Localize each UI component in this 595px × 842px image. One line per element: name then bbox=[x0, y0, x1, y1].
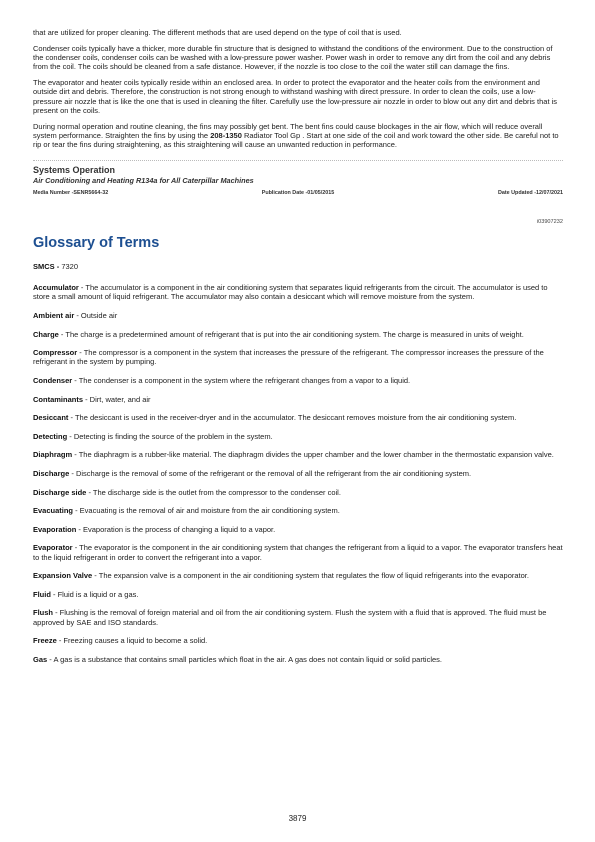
glossary-term bbox=[33, 571, 563, 580]
term-definition: - Fluid is a liquid or a gas. bbox=[50, 589, 139, 599]
term-definition: - The compressor is a component in the system that increases the pressure of the refrigerant. The compressor increases the pressure of the refrigerant in the system by pumping. bbox=[33, 348, 544, 367]
part-number: 208-1350 bbox=[210, 131, 242, 141]
document-metadata bbox=[33, 160, 563, 197]
intro-paragraph-3: The evaporator and heater coils typically reside within an enclosed area. In order to protect the evaporator and the heater coils from the environment and outside dirt and debris. Therefore, the construction is not strong enough to withstand washing with direct pressure. In order to clean the coils, use a low-pressure air nozzle that is like the one that is used in cleaning the filter. Carefully use the low-pressure air nozzle in order to blow out any dirt and debris that is present on the coils. bbox=[33, 78, 558, 116]
intro-paragraph-1: that are utilized for proper cleaning. The different methods that are used depend on the type of coil that is used. bbox=[33, 28, 402, 37]
glossary-term bbox=[33, 432, 563, 441]
glossary-term bbox=[33, 488, 563, 497]
term-definition: - The expansion valve is a component in the air conditioning system that regulates the flow of liquid refrigerants into the evaporator. bbox=[92, 571, 529, 581]
term-definition: - Outside air bbox=[74, 310, 118, 320]
term-name: Freeze bbox=[33, 636, 57, 646]
term-name: Detecting bbox=[33, 431, 68, 441]
smcs-line bbox=[33, 262, 563, 271]
page-number: 3879 bbox=[288, 814, 307, 823]
glossary-term bbox=[33, 543, 563, 562]
term-definition: - A gas is a substance that contains small particles which float in the air. A gas does not contain liquid or solid particles. bbox=[47, 654, 442, 664]
term-name: Ambient air bbox=[33, 310, 75, 320]
term-definition: - Flushing is the removal of foreign material and oil from the air conditioning system. Flush the system with a fluid that is approved. The fluid must be approved by SAE and ISO standards. bbox=[33, 608, 547, 627]
document-page bbox=[33, 28, 563, 674]
term-definition: - Discharge is the removal of some of the refrigerant or the removal of all the refrigerant from the air conditioning system. bbox=[69, 469, 472, 478]
term-definition: - Dirt, water, and air bbox=[83, 394, 151, 404]
glossary-term bbox=[33, 413, 563, 422]
smcs-label: SMCS - bbox=[33, 261, 62, 271]
smcs-value: 7320 bbox=[61, 261, 79, 271]
glossary-term bbox=[33, 283, 563, 302]
term-definition: - Detecting is finding the source of the problem in the system. bbox=[67, 431, 273, 441]
term-name: Discharge bbox=[33, 469, 70, 478]
glossary-term bbox=[33, 395, 563, 404]
term-name: Discharge side bbox=[33, 487, 87, 497]
date-updated: Date Updated -12/07/2021 bbox=[497, 189, 564, 196]
page-title: Glossary of Terms bbox=[33, 234, 160, 251]
fins-paragraph bbox=[33, 122, 563, 150]
term-name: Evaporator bbox=[33, 543, 73, 553]
glossary-term bbox=[33, 525, 563, 534]
term-definition: - The accumulator is a component in the air conditioning system that separates liquid refrigerants from the circuit. The accumulator is used to store a small amount of liquid refrigerant. The accumulator may also contain a desiccant which will remove moisture from the system. bbox=[33, 283, 548, 302]
glossary-term bbox=[33, 590, 563, 599]
term-definition: - Evaporation is the process of changing a liquid to a vapor. bbox=[76, 524, 276, 534]
term-name: Condenser bbox=[33, 376, 73, 386]
term-name: Evacuating bbox=[33, 506, 74, 516]
term-name: Flush bbox=[33, 608, 53, 618]
glossary-term bbox=[33, 348, 563, 367]
term-name: Evaporation bbox=[33, 524, 77, 534]
glossary-term bbox=[33, 469, 563, 478]
glossary-term bbox=[33, 330, 563, 339]
meta-subtitle: Air Conditioning and Heating R134a for All Caterpillar Machines bbox=[33, 175, 254, 185]
term-name: Contaminants bbox=[33, 394, 84, 404]
meta-title: Systems Operation bbox=[33, 164, 116, 175]
term-name: Accumulator bbox=[33, 283, 79, 293]
glossary-term bbox=[33, 636, 563, 645]
glossary-term bbox=[33, 655, 563, 664]
intro-paragraph-2: Condenser coils typically have a thicker, more durable fin structure that is designed to withstand the conditions of the environment. Due to the construction of the condenser coils, condenser coils can be washed with a low-pressure power washer. Power wash in order to remove any dirt from the coil and any debris from the coil. The coils should be cleaned from a safe distance. However, if the nozzle is too close to the coil the water still can damage the fins. bbox=[33, 43, 553, 72]
term-definition: - The diaphragm is a rubber-like material. The diaphragm divides the upper chamber and the lower chamber in the thermostatic expansion valve. bbox=[72, 450, 554, 460]
term-name: Compressor bbox=[33, 348, 78, 358]
media-number: Media Number -SENR5664-32 bbox=[33, 189, 109, 196]
term-name: Desiccant bbox=[33, 413, 69, 423]
term-definition: - The evaporator is the component in the air conditioning system that changes the refrigerant from a liquid to a vapor. The evaporator transfers heat to the liquid refrigerant in order to convert the refrigerant into a vapor. bbox=[33, 543, 563, 562]
glossary-list bbox=[33, 283, 563, 664]
glossary-term bbox=[33, 376, 563, 385]
term-name: Diaphragm bbox=[33, 450, 73, 460]
glossary-term bbox=[33, 608, 563, 627]
publication-date: Publication Date -01/05/2015 bbox=[261, 189, 335, 196]
term-definition: - The condenser is a component in the system where the refrigerant changes from a vapor to a liquid. bbox=[72, 376, 411, 386]
meta-row bbox=[33, 189, 563, 197]
term-definition: - Evacuating is the removal of air and moisture from the air conditioning system. bbox=[73, 506, 340, 516]
term-definition: - The charge is a predetermined amount of refrigerant that is put into the air conditioning system. The charge is measured in units of weight. bbox=[58, 329, 524, 339]
term-definition: - The discharge side is the outlet from the compressor to the condenser coil. bbox=[86, 487, 341, 497]
glossary-term bbox=[33, 506, 563, 515]
term-definition: - The desiccant is used in the receiver-dryer and in the accumulator. The desiccant removes moisture from the air conditioning system. bbox=[68, 413, 517, 423]
glossary-term bbox=[33, 311, 563, 320]
fins-text-after: Radiator Tool Gp . Start at one side of the coil and work toward the other side. Be careful not to rip or tear the fins during straightening, as this straightening will cause an unwanted reduction in performance. bbox=[33, 131, 559, 150]
term-name: Charge bbox=[33, 329, 59, 339]
term-definition: - Freezing causes a liquid to become a solid. bbox=[56, 636, 208, 646]
term-name: Fluid bbox=[33, 589, 51, 599]
fins-text-before: During normal operation and routine cleaning, the fins may possibly get bent. The bent fins could cause blockages in the air flow, which will reduce overall system performance. Straighten the fins by using the bbox=[33, 121, 543, 141]
term-name: Gas bbox=[33, 654, 48, 664]
document-id: i03907232 bbox=[536, 218, 563, 225]
glossary-term bbox=[33, 450, 563, 459]
term-name: Expansion Valve bbox=[33, 571, 93, 581]
